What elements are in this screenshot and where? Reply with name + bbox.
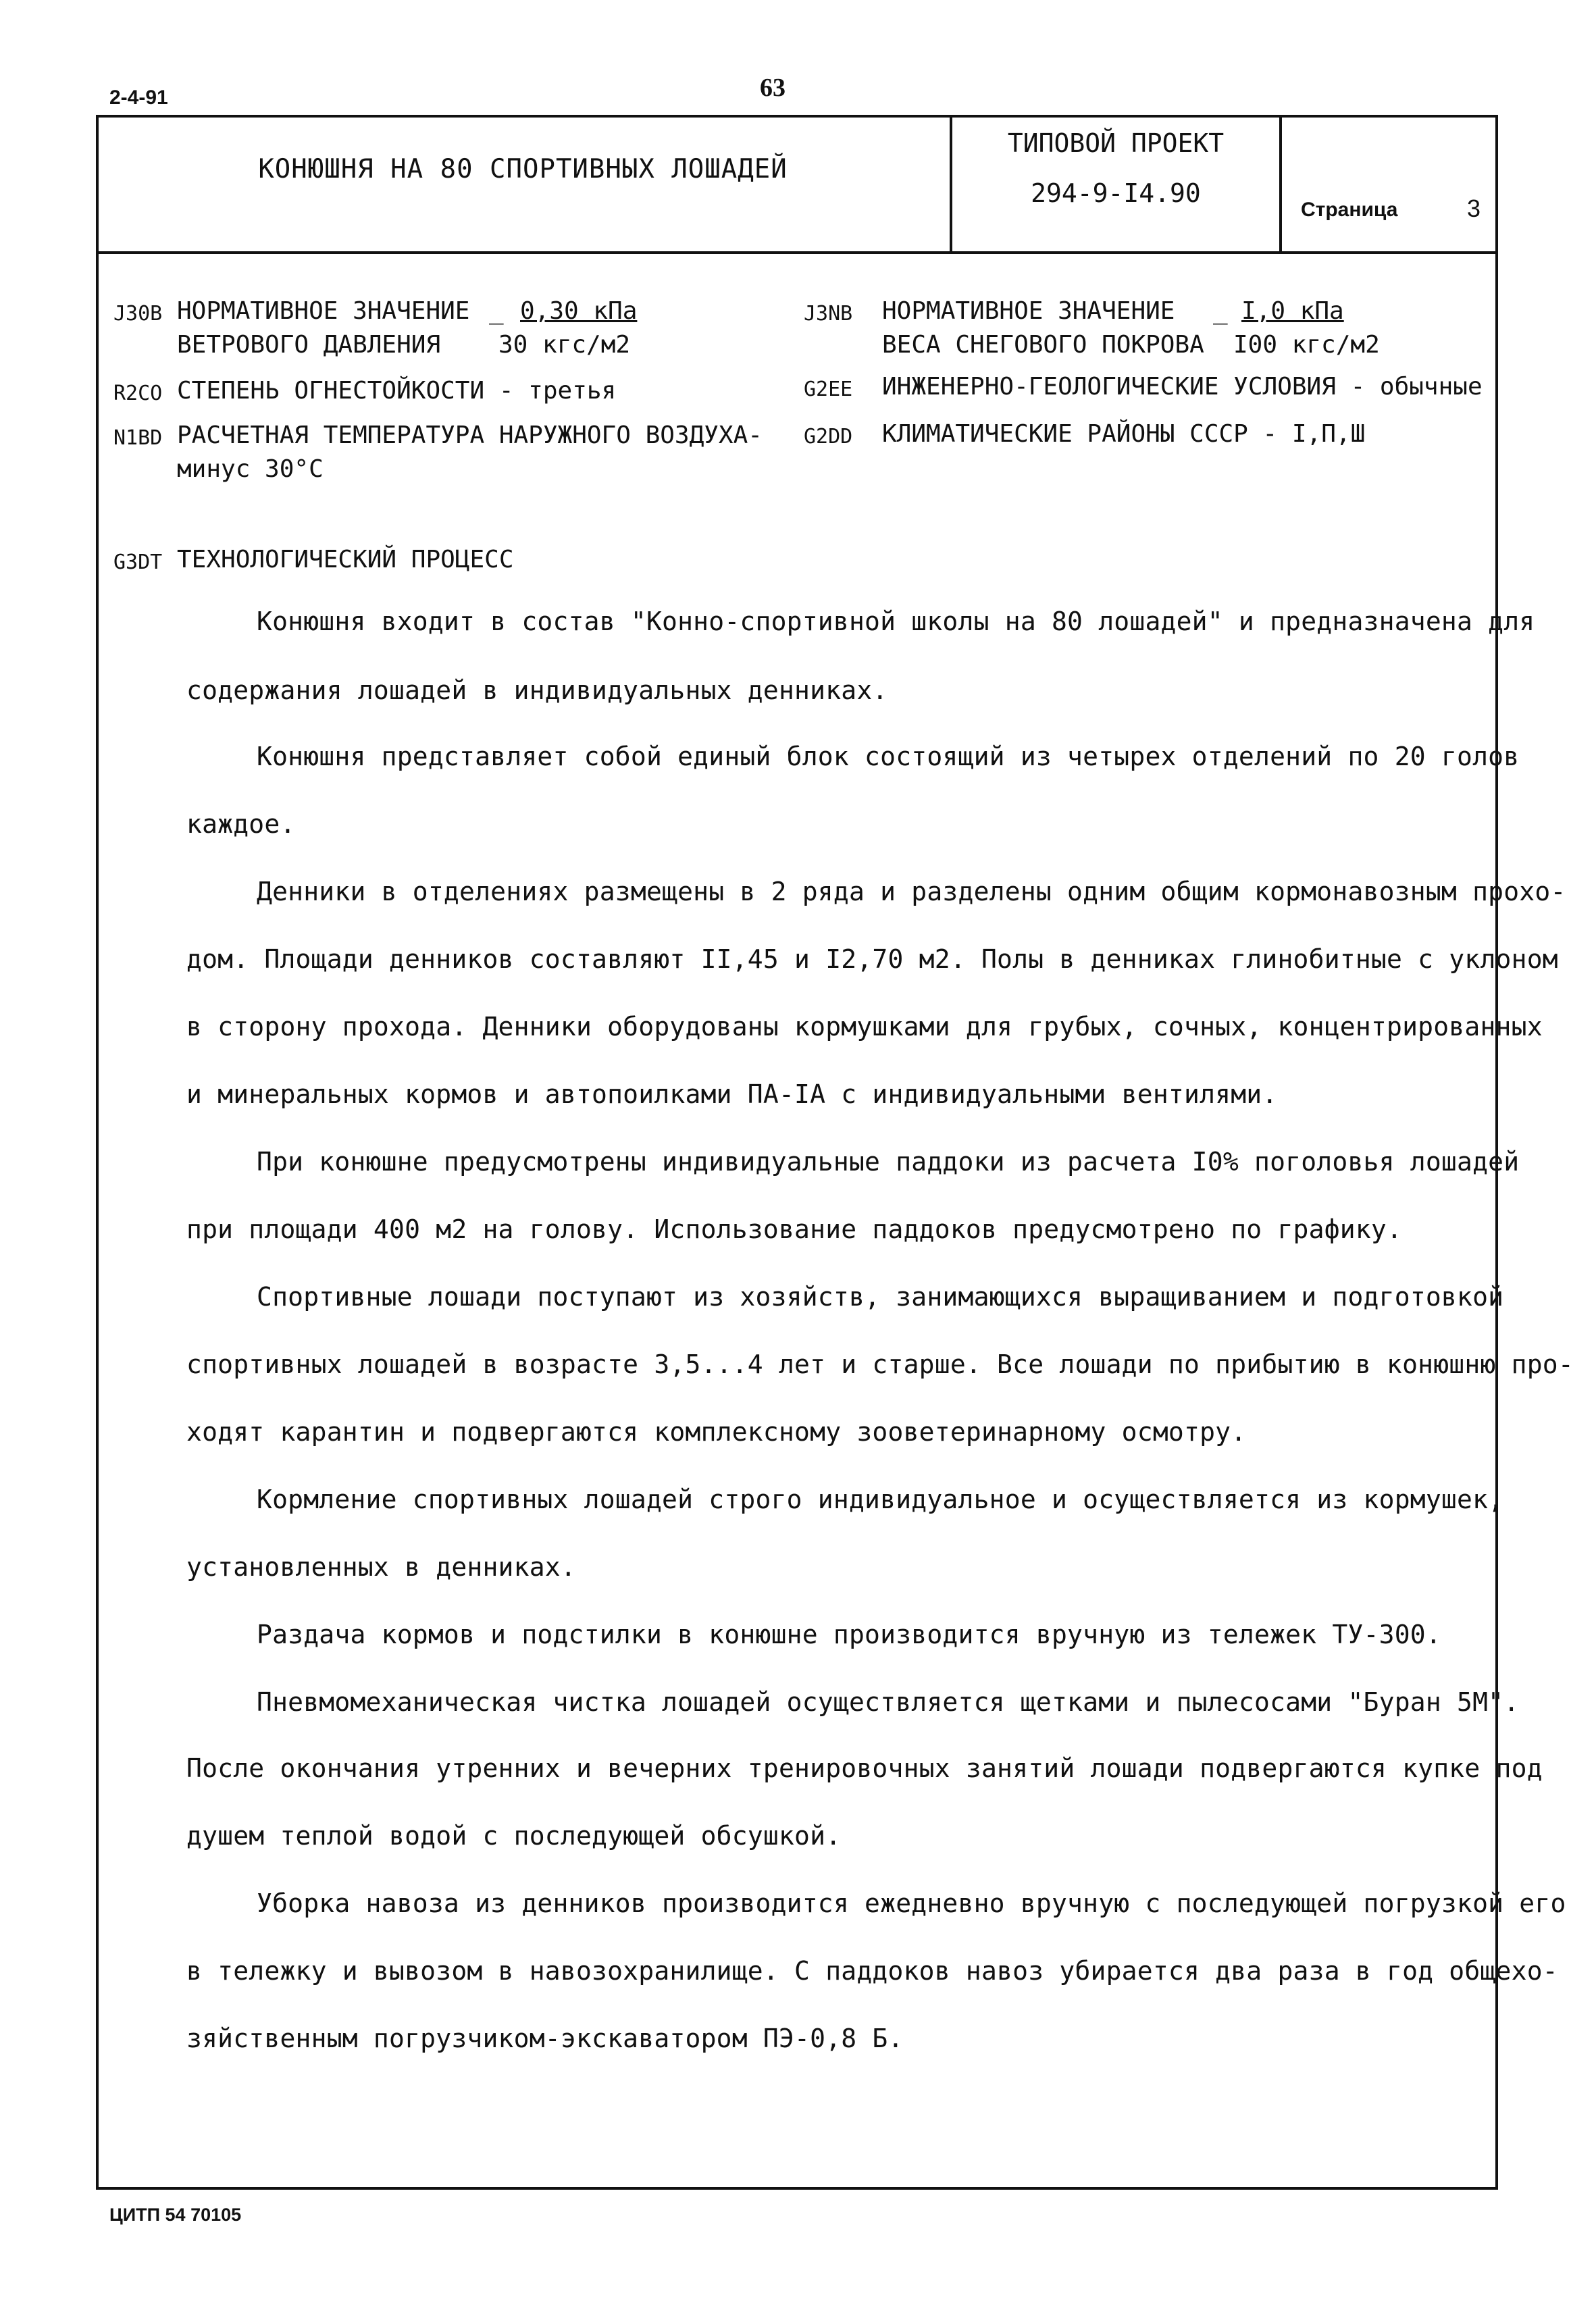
- climate-regions: КЛИМАТИЧЕСКИЕ РАЙОНЫ СССР - I,П,Ш: [882, 420, 1366, 448]
- wind-load-label-2: ВЕТРОВОГО ДАВЛЕНИЯ: [177, 331, 441, 359]
- fire-resistance: СТЕПЕНЬ ОГНЕСТОЙКОСТИ - третья: [177, 377, 617, 405]
- section-code: G3DT: [113, 550, 163, 574]
- text-line: Кормление спортивных лошадей строго индивидуальное и осуществляется из кормушек,: [257, 1485, 1504, 1514]
- param-code: J30B: [113, 302, 163, 326]
- param-dash: _: [1213, 297, 1228, 325]
- text-line: Спортивные лошади поступают из хозяйств, занимающихся выращиванием и подготовкой: [257, 1282, 1504, 1312]
- project-label: ТИПОВОЙ ПРОЕКТ: [1007, 128, 1225, 158]
- param-dash: _: [489, 297, 504, 325]
- text-line: Денники в отделениях размещены в 2 ряда и разделены одним общим кормонавозным прохо-: [257, 877, 1566, 906]
- wind-load-value-kgf: 30 кгс/м2: [498, 331, 631, 359]
- design-temperature: РАСЧЕТНАЯ ТЕМПЕРАТУРА НАРУЖНОГО ВОЗДУХА-: [177, 421, 763, 449]
- text-line: При конюшне предусмотрены индивидуальные паддоки из расчета I0% поголовья лошадей: [257, 1147, 1520, 1177]
- wind-load-label: НОРМАТИВНОЕ ЗНАЧЕНИЕ: [177, 297, 470, 325]
- snow-load-label: НОРМАТИВНОЕ ЗНАЧЕНИЕ: [882, 297, 1175, 325]
- text-line: Конюшня представляет собой единый блок состоящий из четырех отделений по 20 голов: [257, 742, 1520, 771]
- snow-load-value-kpa: I,0 кПа: [1241, 297, 1344, 325]
- param-code: G2EE: [804, 378, 853, 401]
- text-line: спортивных лошадей в возрасте 3,5...4 лет и старше. Все лошади по прибытию в конюшню про-: [186, 1349, 1574, 1379]
- text-line: при площади 400 м2 на голову. Использование паддоков предусмотрено по графику.: [186, 1214, 1403, 1244]
- text-line: Конюшня входит в состав "Конно-спортивной школы на 80 лошадей" и предназначена для: [257, 607, 1535, 636]
- design-temperature-value: минус 30°С: [177, 455, 324, 483]
- param-code: J3NB: [804, 302, 853, 326]
- param-code: N1BD: [113, 426, 163, 450]
- text-line: содержания лошадей в индивидуальных денниках.: [186, 675, 888, 705]
- doc-code: 2-4-91: [109, 86, 168, 109]
- text-line: в тележку и вывозом в навозохранилище. С паддоков навоз убирается два раза в год общехо-: [186, 1956, 1558, 1986]
- text-line: душем теплой водой с последующей обсушкой.: [186, 1821, 842, 1851]
- param-code: R2CO: [113, 382, 163, 405]
- text-line: Пневмомеханическая чистка лошадей осуществляется щетками и пылесосами "Буран 5М".: [257, 1687, 1520, 1717]
- text-line: в сторону прохода. Денники оборудованы кормушками для грубых, сочных, концентрированных: [186, 1012, 1543, 1042]
- text-line: Раздача кормов и подстилки в конюшне производится вручную из тележек ТУ-300.: [257, 1620, 1441, 1649]
- snow-load-label-2: ВЕСА СНЕГОВОГО ПОКРОВА: [882, 331, 1204, 359]
- document-title: КОНЮШНЯ НА 80 СПОРТИВНЫХ ЛОШАДЕЙ: [258, 154, 788, 184]
- text-line: После окончания утренних и вечерних тренировочных занятий лошади подвергаются купке под: [186, 1753, 1543, 1783]
- snow-load-value-kgf: I00 кгс/м2: [1233, 331, 1380, 359]
- title-block: [96, 115, 1498, 254]
- title-block-divider: [1279, 115, 1282, 251]
- text-line: и минеральных кормов и автопоилками ПА-IА с индивидуальными вентилями.: [186, 1079, 1278, 1109]
- text-line: установленных в денниках.: [186, 1552, 576, 1582]
- wind-load-value-kpa: 0,30 кПа: [520, 297, 638, 325]
- footer-stamp: ЦИТП 54 70105: [109, 2205, 242, 2225]
- project-number: 294-9-I4.90: [1031, 178, 1201, 208]
- sheet-number: 3: [1467, 195, 1481, 222]
- page-number: 63: [760, 74, 786, 102]
- text-line: зяйственным погрузчиком-экскаватором ПЭ-0,8 Б.: [186, 2024, 904, 2053]
- text-line: дом. Площади денников составляют II,45 и I2,70 м2. Полы в денниках глинобитные с уклоном: [186, 944, 1558, 974]
- section-title: ТЕХНОЛОГИЧЕСКИЙ ПРОЦЕСС: [177, 546, 514, 573]
- text-line: Уборка навоза из денников производится ежедневно вручную с последующей погрузкой его: [257, 1888, 1566, 1918]
- sheet-label: Страница: [1301, 199, 1398, 221]
- text-line: каждое.: [186, 809, 296, 839]
- text-line: ходят карантин и подвергаются комплексному зооветеринарному осмотру.: [186, 1417, 1247, 1447]
- param-code: G2DD: [804, 425, 853, 448]
- geo-conditions: ИНЖЕНЕРНО-ГЕОЛОГИЧЕСКИЕ УСЛОВИЯ - обычные: [882, 373, 1483, 401]
